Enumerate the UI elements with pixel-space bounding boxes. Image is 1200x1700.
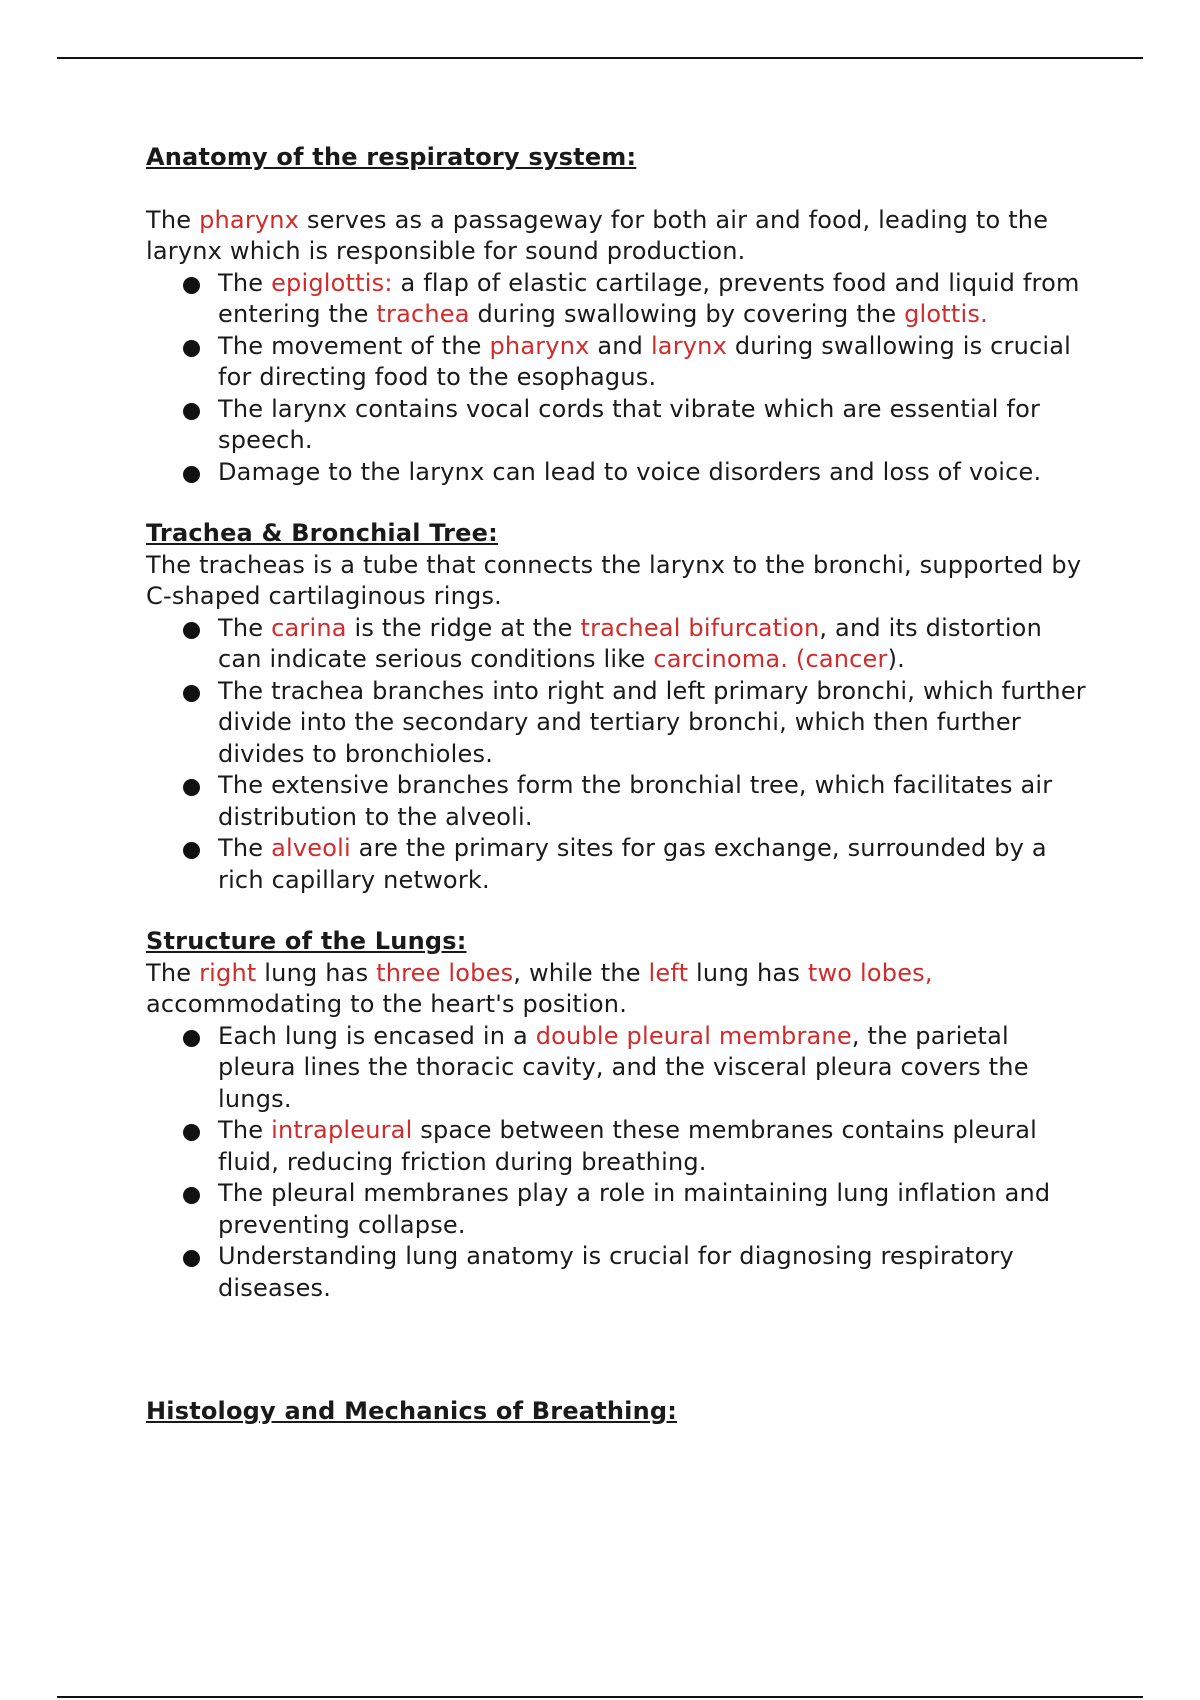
- list-item-text: Damage to the larynx can lead to voice disorders and loss of voice.: [218, 457, 1042, 486]
- bullet-list: [146, 1021, 1091, 1305]
- bullet-icon: [183, 622, 200, 639]
- list-item: [146, 1021, 1091, 1116]
- list-item: [146, 1115, 1091, 1178]
- bullet-list: [146, 613, 1091, 897]
- bullet-icon: [183, 277, 200, 294]
- list-item: [146, 833, 1091, 896]
- section-heading: Anatomy of the respiratory system:: [146, 143, 637, 171]
- list-item-text: The trachea branches into right and left primary bronchi, which further divide into the secondary and tertiary bronchi, which then further divides to bronchioles.: [218, 676, 1086, 768]
- document-body: [146, 142, 1091, 1428]
- list-item-text: The epiglottis: a flap of elastic cartilage, prevents food and liquid from entering the trachea during swallowing by covering the glottis.: [218, 268, 1080, 328]
- bullet-icon: [183, 1030, 200, 1047]
- highlighted-term: double pleural membrane: [535, 1021, 852, 1050]
- section-heading: Structure of the Lungs:: [146, 927, 467, 955]
- highlighted-term: pharynx: [199, 205, 300, 234]
- list-item: [146, 676, 1091, 771]
- highlighted-term: left: [648, 958, 689, 987]
- bottom-rule: [57, 1696, 1143, 1698]
- list-item: [146, 268, 1091, 331]
- section-anatomy: [146, 142, 1091, 488]
- list-item-text: Each lung is encased in a double pleural membrane, the parietal pleura lines the thoracic cavity, and the visceral pleura covers the lungs.: [218, 1021, 1029, 1113]
- bullet-icon: [183, 403, 200, 420]
- list-item: [146, 394, 1091, 457]
- list-item-text: The movement of the pharynx and larynx during swallowing is crucial for directing food to the esophagus.: [218, 331, 1072, 391]
- highlighted-term: intrapleural: [271, 1116, 413, 1144]
- highlighted-term: right: [199, 958, 257, 987]
- highlighted-term: larynx: [650, 331, 727, 360]
- list-item-text: The larynx contains vocal cords that vibrate which are essential for speech.: [218, 394, 1041, 454]
- bullet-icon: [183, 466, 200, 483]
- bullet-icon: [183, 842, 200, 859]
- list-item-text: The intrapleural space between these membranes contains pleural fluid, reducing friction during breathing.: [218, 1116, 1038, 1176]
- list-item-text: The pleural membranes play a role in maintaining lung inflation and preventing collapse.: [218, 1179, 1051, 1239]
- section-lungs: [146, 926, 1091, 1304]
- highlighted-term: three lobes: [376, 958, 514, 987]
- bullet-icon: [183, 685, 200, 702]
- list-item-text: Understanding lung anatomy is crucial for diagnosing respiratory diseases.: [218, 1242, 1014, 1302]
- list-item: [146, 613, 1091, 676]
- highlighted-term: carcinoma. (cancer: [653, 645, 888, 673]
- section-trachea: [146, 518, 1091, 896]
- highlighted-term: two lobes,: [807, 958, 933, 987]
- section-heading-histology: Histology and Mechanics of Breathing:: [146, 1397, 678, 1425]
- bullet-icon: [183, 779, 200, 796]
- list-item: [146, 1178, 1091, 1241]
- list-item: [146, 770, 1091, 833]
- highlighted-term: epiglottis:: [271, 268, 393, 297]
- highlighted-term: alveoli: [271, 834, 351, 862]
- section-intro: The right lung has three lobes, while the left lung has two lobes, accommodating to the heart's position.: [146, 958, 933, 1018]
- list-item: [146, 457, 1091, 489]
- section-intro: The tracheas is a tube that connects the larynx to the bronchi, supported by C-shaped cartilaginous rings.: [146, 550, 1082, 610]
- list-item-text: The alveoli are the primary sites for gas exchange, surrounded by a rich capillary network.: [218, 834, 1047, 894]
- bullet-list: [146, 268, 1091, 489]
- highlighted-term: carina: [271, 613, 347, 642]
- top-rule: [57, 57, 1143, 59]
- bullet-icon: [183, 1187, 200, 1204]
- list-item: [146, 331, 1091, 394]
- section-intro: The pharynx serves as a passageway for both air and food, leading to the larynx which is responsible for sound production.: [146, 205, 1049, 265]
- highlighted-term: tracheal bifurcation: [580, 613, 820, 642]
- list-item: [146, 1241, 1091, 1304]
- highlighted-term: trachea: [376, 300, 470, 328]
- highlighted-term: pharynx: [489, 331, 590, 360]
- bullet-icon: [183, 1124, 200, 1141]
- list-item-text: The extensive branches form the bronchial tree, which facilitates air distribution to the alveoli.: [218, 771, 1053, 831]
- section-heading: Trachea & Bronchial Tree:: [146, 519, 498, 547]
- bullet-icon: [183, 1250, 200, 1267]
- bullet-icon: [183, 340, 200, 357]
- list-item-text: The carina is the ridge at the tracheal bifurcation, and its distortion can indicate serious conditions like carcinoma. (cancer).: [218, 613, 1042, 673]
- highlighted-term: glottis.: [904, 300, 988, 328]
